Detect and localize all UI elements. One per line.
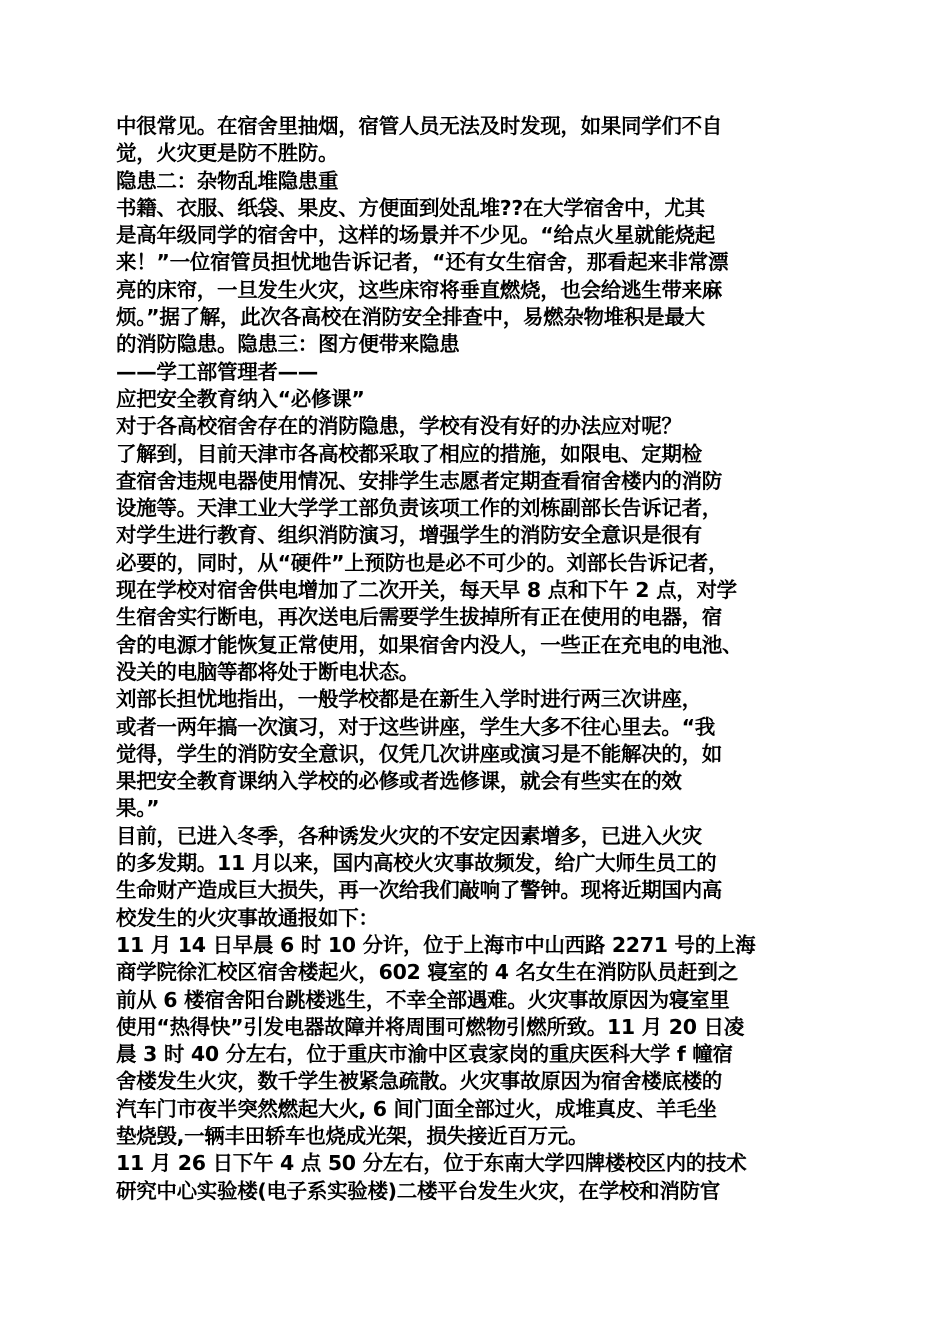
text-line: 烦。”据了解，此次各高校在消防安全排查中，易燃杂物堆积是最大 [116, 305, 705, 330]
section-divider-heading: ——学工部管理者—— [116, 359, 318, 384]
text-line: 研究中心实验楼(电子系实验楼)二楼平台发生火灾，在学校和消防官 [116, 1178, 720, 1203]
text-line: 亮的床帘，一旦发生火灾，这些床帘将垂直燃烧，也会给逃生带来麻 [116, 277, 722, 302]
text-line: 没关的电脑等都将处于断电状态。 [116, 659, 419, 684]
document-body [116, 113, 856, 1205]
text-line: 商学院徐汇校区宿舍楼起火，602 寝室的 4 名女生在消防队员赶到之 [116, 960, 738, 985]
text-line: 的多发期。11 月以来，国内高校火灾事故频发，给广大师生员工的 [116, 851, 717, 876]
section-heading: 隐患二：杂物乱堆隐患重 [116, 168, 339, 193]
text-line: 汽车门市夜半突然燃起大火, 6 间门面全部过火，成堆真皮、羊毛坐 [116, 1096, 717, 1121]
text-line: 觉，火灾更是防不胜防。 [116, 141, 339, 166]
text-line: 前从 6 楼宿舍阳台跳楼逃生，不幸全部遇难。火灾事故原因为寝室里 [116, 987, 730, 1012]
text-line: 目前，已进入冬季，各种诱发火灾的不安定因素增多，已进入火灾 [116, 823, 702, 848]
text-line: 晨 3 时 40 分左右，位于重庆市渝中区袁家岗的重庆医科大学 f 幢宿 [116, 1042, 733, 1067]
text-line: 舍的电源才能恢复正常使用，如果宿舍内没人，一些正在充电的电池、 [116, 632, 743, 657]
text-line: 查宿舍违规电器使用情况、安排学生志愿者定期查看宿舍楼内的消防 [116, 468, 722, 493]
text-line: 使用“热得快”引发电器故障并将周围可燃物引燃所致。11 月 20 日凌 [116, 1014, 744, 1039]
section-heading: 应把安全教育纳入“必修课” [116, 386, 365, 411]
text-line: 来！”一位宿管员担忧地告诉记者，“还有女生宿舍，那看起来非常漂 [116, 250, 729, 275]
text-line: 果把安全教育课纳入学校的必修或者选修课，就会有些实在的效 [116, 769, 682, 794]
text-line: 设施等。天津工业大学学工部负责该项工作的刘栋副部长告诉记者， [116, 496, 722, 521]
text-line: 刘部长担忧地指出，一般学校都是在新生入学时进行两三次讲座， [116, 687, 702, 712]
text-line: 或者一两年搞一次演习，对于这些讲座，学生大多不往心里去。“我 [116, 714, 715, 739]
text-line: 校发生的火灾事故通报如下： [116, 905, 379, 930]
text-line: 现在学校对宿舍供电增加了二次开关，每天早 8 点和下午 2 点，对学 [116, 578, 737, 603]
text-line: 是高年级同学的宿舍中，这样的场景并不少见。“给点火星就能烧起 [116, 223, 715, 248]
text-line: 垫烧毁,一辆丰田轿车也烧成光架，损失接近百万元。 [116, 1123, 589, 1148]
text-line: 舍楼发生火灾，数千学生被紧急疏散。火灾事故原因为宿舍楼底楼的 [116, 1069, 722, 1094]
text-line: 觉得，学生的消防安全意识，仅凭几次讲座或演习是不能解决的，如 [116, 741, 722, 766]
text-line: 书籍、衣服、纸袋、果皮、方便面到处乱堆??在大学宿舍中，尤其 [116, 195, 705, 220]
text-line: 11 月 14 日早晨 6 时 10 分许，位于上海市中山西路 2271 号的上海 [116, 932, 756, 957]
text-line: 中很常见。在宿舍里抽烟，宿管人员无法及时发现，如果同学们不自 [116, 114, 722, 138]
text-line: 果。” [116, 796, 160, 821]
text-line: 了解到，目前天津市各高校都采取了相应的措施，如限电、定期检 [116, 441, 702, 466]
text-line: 对于各高校宿舍存在的消防隐患，学校有没有好的办法应对呢？ [116, 414, 682, 439]
text-line: 生宿舍实行断电，再次送电后需要学生拔掉所有正在使用的电器，宿 [116, 605, 722, 630]
text-line: 的消防隐患。隐患三：图方便带来隐患 [116, 332, 460, 357]
text-line: 对学生进行教育、组织消防演习，增强学生的消防安全意识是很有 [116, 523, 702, 548]
text-line: 11 月 26 日下午 4 点 50 分左右，位于东南大学四牌楼校区内的技术 [116, 1151, 747, 1176]
text-line: 必要的，同时，从“硬件”上预防也是必不可少的。刘部长告诉记者， [116, 550, 729, 575]
text-line: 生命财产造成巨大损失，再一次给我们敲响了警钟。现将近期国内高 [116, 878, 722, 903]
